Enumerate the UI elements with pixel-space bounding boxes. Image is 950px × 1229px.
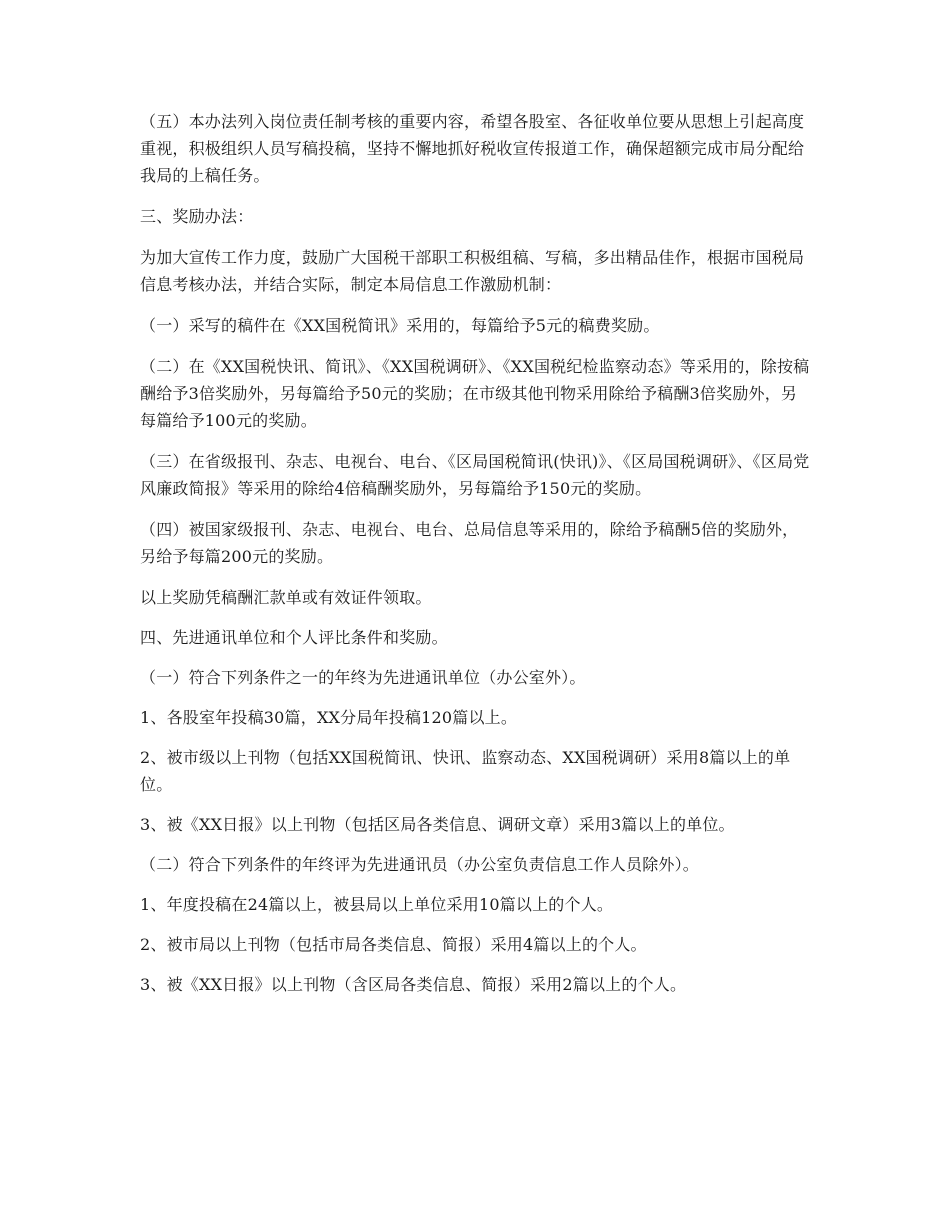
list-item-unit-1: 1、各股室年投稿30篇，XX分局年投稿120篇以上。 (140, 708, 518, 727)
section-heading-rewards: 三、奖励办法： (140, 207, 254, 226)
paragraph-reward-4: （四）被国家级报刊、杂志、电视台、电台、总局信息等采用的，除给予稿酬5倍的奖励外，另给予每篇200元的奖励。 (140, 520, 799, 566)
paragraph-item-5: （五）本办法列入岗位责任制考核的重要内容，希望各股室、各征收单位要从思想上引起高度重视，积极组织人员写稿投稿，坚持不懈地抓好税收宣传报道工作，确保超额完成市局分配给我局的上稿任务。 (140, 112, 805, 185)
paragraph-unit-criteria: （一）符合下列条件之一的年终为先进通讯单位（办公室外）。 (140, 668, 586, 687)
document-body (140, 108, 812, 1011)
section-heading-evaluation: 四、先进通讯单位和个人评比条件和奖励。 (140, 628, 448, 647)
paragraph-reward-2: （二）在《XX国税快讯、简讯》、《XX国税调研》、《XX国税纪检监察动态》等采用的，除按稿酬给予3倍奖励外，另每篇给予50元的奖励；在市级其他刊物采用除给予稿酬3倍奖励外，另每篇给予100元的奖励。 (140, 357, 810, 430)
list-item-unit-3: 3、被《XX日报》以上刊物（包括区局各类信息、调研文章）采用3篇以上的单位。 (140, 815, 735, 834)
list-item-individual-1: 1、年度投稿在24篇以上，被县局以上单位采用10篇以上的个人。 (140, 895, 614, 914)
list-item-individual-2: 2、被市局以上刊物（包括市局各类信息、简报）采用4篇以上的个人。 (140, 935, 647, 954)
list-item-unit-2: 2、被市级以上刊物（包括XX国税简讯、快讯、监察动态、XX国税调研）采用8篇以上的单位。 (140, 748, 791, 794)
list-item-individual-3: 3、被《XX日报》以上刊物（含区局各类信息、简报）采用2篇以上的个人。 (140, 975, 687, 994)
paragraph-reward-claim: 以上奖励凭稿酬汇款单或有效证件领取。 (140, 588, 432, 607)
paragraph-rewards-intro: 为加大宣传工作力度，鼓励广大国税干部职工积极组稿、写稿，多出精品佳作，根据市国税局信息考核办法，并结合实际，制定本局信息工作激励机制： (140, 248, 805, 294)
paragraph-reward-3: （三）在省级报刊、杂志、电视台、电台、《区局国税简讯(快讯)》、《区局国税调研》、《区局党风廉政简报》等采用的除给4倍稿酬奖励外，另每篇给予150元的奖励。 (140, 452, 810, 498)
paragraph-individual-criteria: （二）符合下列条件的年终评为先进通讯员（办公室负责信息工作人员除外）。 (140, 855, 700, 874)
paragraph-reward-1: （一）采写的稿件在《XX国税简讯》采用的，每篇给予5元的稿费奖励。 (140, 316, 660, 335)
